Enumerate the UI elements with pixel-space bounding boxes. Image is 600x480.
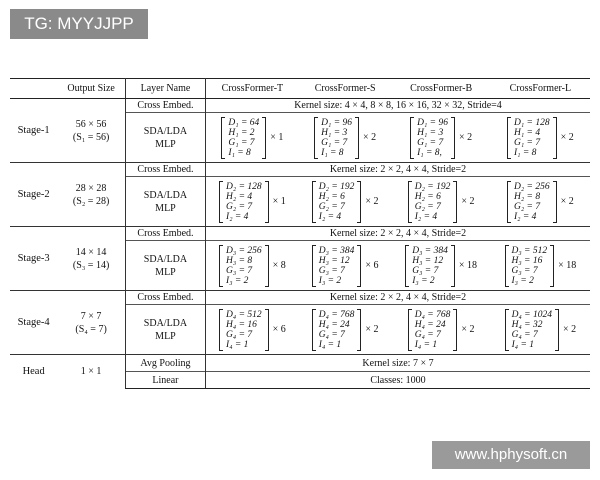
matrix-entry: H₁ = 2 — [228, 127, 255, 138]
config-matrix — [408, 309, 475, 351]
linear-layer-name: Linear — [125, 372, 205, 389]
config-cell — [491, 113, 590, 163]
matrix-entry: D₃ = 512 — [511, 245, 548, 256]
matrix-bracket — [507, 181, 557, 223]
matrix-entry: I₃ = 2 — [511, 275, 534, 286]
matrix-bracket — [410, 117, 455, 159]
embed-layer-name: Cross Embed. — [125, 163, 205, 177]
matrix-entry: I₁ = 8 — [514, 147, 537, 158]
config-matrix — [221, 117, 283, 159]
matrix-entry: D₂ = 128 — [226, 181, 262, 192]
output-size-value: 1 × 1 — [57, 355, 125, 389]
matrix-entry: D₃ = 384 — [412, 245, 448, 256]
matrix-entry: G₂ = 7 — [318, 201, 345, 212]
matrix-entry: H₃ = 12 — [412, 255, 444, 266]
block-layer-attn: SDA/LDA — [143, 317, 188, 329]
matrix-entry: H₂ = 8 — [514, 191, 541, 202]
matrix-bracket — [312, 309, 362, 351]
output-size-s: (S₄ = 7) — [75, 323, 107, 335]
config-matrix — [410, 117, 472, 159]
stage-name: Stage-1 — [17, 125, 50, 136]
matrix-bracket — [314, 117, 359, 159]
matrix-entry: G₁ = 7 — [514, 137, 541, 148]
embed-description: Kernel size: 2 × 2, 4 × 4, Stride=2 — [206, 227, 591, 241]
block-multiplier: × 18 — [558, 260, 577, 271]
output-size-value: 14 × 14 — [75, 246, 107, 258]
output-size-value: 7 × 7 — [80, 310, 102, 322]
config-cell — [206, 305, 299, 355]
matrix-entry: I₂ = 4 — [226, 211, 249, 222]
output-size-s: (S₂ = 28) — [72, 195, 110, 207]
block-layer-attn: SDA/LDA — [143, 189, 188, 201]
block-multiplier: × 2 — [562, 324, 577, 335]
matrix-entry: I₃ = 2 — [318, 275, 342, 286]
embed-description: Kernel size: 4 × 4, 8 × 8, 16 × 16, 32 × 32, Stride=4 — [206, 99, 591, 113]
output-size-s: (S₁ = 56) — [72, 131, 110, 143]
stage-name: Head — [10, 355, 57, 389]
matrix-entry: G₂ = 7 — [514, 201, 541, 212]
matrix-bracket — [221, 117, 266, 159]
table-row — [10, 163, 590, 177]
matrix-bracket — [505, 245, 555, 287]
config-matrix — [405, 245, 477, 287]
table-row — [10, 99, 590, 113]
config-matrix — [314, 117, 376, 159]
config-matrix — [507, 181, 574, 223]
block-layer-name — [125, 241, 205, 291]
matrix-entry: G₄ = 7 — [511, 329, 538, 340]
block-layer-name — [125, 177, 205, 227]
config-cell — [392, 305, 491, 355]
pool-description: Kernel size: 7 × 7 — [206, 355, 591, 372]
matrix-bracket — [507, 117, 557, 159]
matrix-entry: H₃ = 16 — [511, 255, 543, 266]
table-row — [10, 291, 590, 305]
output-size — [57, 99, 125, 163]
pool-layer-name: Avg Pooling — [125, 355, 205, 372]
matrix-entry: H₁ = 4 — [514, 127, 541, 138]
matrix-entry: H₁ = 3 — [417, 127, 444, 138]
watermark-bottom: www.hphysoft.cn — [432, 441, 590, 469]
config-cell — [392, 177, 491, 227]
matrix-entry: H₁ = 3 — [321, 127, 348, 138]
block-multiplier: × 2 — [365, 196, 379, 207]
block-multiplier: × 6 — [365, 260, 379, 271]
header-crossformer-t: CrossFormer-T — [206, 79, 299, 99]
embed-description: Kernel size: 2 × 2, 4 × 4, Stride=2 — [206, 163, 591, 177]
block-multiplier: × 6 — [272, 324, 286, 335]
matrix-bracket — [312, 245, 362, 287]
block-multiplier: × 2 — [461, 196, 475, 207]
block-multiplier: × 2 — [363, 132, 377, 143]
matrix-entry: D₂ = 256 — [514, 181, 550, 192]
table-row — [10, 355, 590, 372]
block-multiplier: × 2 — [458, 132, 473, 143]
output-size-value: 28 × 28 — [75, 182, 107, 194]
output-size-value: 56 × 56 — [75, 118, 107, 130]
config-cell — [299, 177, 392, 227]
watermark-top: TG: MYYJJPP — [10, 9, 148, 39]
block-layer-mlp: MLP — [155, 330, 176, 342]
block-layer-mlp: MLP — [155, 266, 176, 278]
config-cell — [299, 305, 392, 355]
matrix-entry: G₁ = 7 — [321, 137, 348, 148]
matrix-entry: D₄ = 512 — [226, 309, 262, 320]
config-cell — [299, 113, 392, 163]
config-matrix — [505, 245, 577, 287]
config-matrix — [219, 181, 286, 223]
config-cell — [206, 113, 299, 163]
header-crossformer-l: CrossFormer-L — [491, 79, 590, 99]
matrix-entry: D₁ = 64 — [228, 117, 260, 128]
output-size — [57, 227, 125, 291]
table-header-row — [10, 79, 590, 99]
block-layer-name — [125, 305, 205, 355]
header-crossformer-b: CrossFormer-B — [392, 79, 491, 99]
matrix-entry: I₃ = 2 — [412, 275, 435, 286]
matrix-entry: H₄ = 32 — [511, 319, 543, 330]
matrix-entry: D₂ = 192 — [414, 181, 451, 192]
architecture-table — [10, 78, 590, 389]
block-multiplier: × 2 — [461, 324, 475, 335]
block-layer-name — [125, 113, 205, 163]
matrix-entry: I₄ = 1 — [511, 339, 535, 350]
config-matrix — [408, 181, 475, 223]
matrix-entry: H₂ = 6 — [318, 191, 345, 202]
output-size-s: (S₃ = 14) — [72, 259, 110, 271]
block-multiplier: × 1 — [272, 196, 286, 207]
header-stage — [10, 79, 57, 99]
block-layer-mlp: MLP — [155, 202, 176, 214]
block-multiplier: × 8 — [272, 260, 286, 271]
matrix-entry: H₃ = 8 — [226, 255, 253, 266]
config-cell — [392, 241, 491, 291]
matrix-entry: G₄ = 7 — [318, 329, 345, 340]
matrix-entry: I₁ = 8, — [417, 147, 442, 158]
stage-name: Stage-4 — [10, 291, 57, 355]
output-size — [57, 163, 125, 227]
block-layer-attn: SDA/LDA — [143, 125, 188, 137]
output-size — [57, 291, 125, 355]
config-matrix — [505, 309, 576, 351]
matrix-entry: H₄ = 24 — [318, 319, 350, 330]
matrix-entry: D₄ = 768 — [414, 309, 451, 320]
matrix-entry: G₃ = 7 — [412, 265, 439, 276]
matrix-entry: I₁ = 8 — [321, 147, 344, 158]
matrix-entry: D₁ = 96 — [321, 117, 352, 128]
matrix-entry: H₄ = 24 — [414, 319, 446, 330]
header-layer-name: Layer Name — [125, 79, 205, 99]
matrix-entry: I₂ = 4 — [414, 211, 438, 222]
embed-description: Kernel size: 2 × 2, 4 × 4, Stride=2 — [206, 291, 591, 305]
matrix-bracket — [219, 181, 269, 223]
block-multiplier: × 2 — [365, 324, 379, 335]
config-matrix — [312, 181, 379, 223]
matrix-entry: H₄ = 16 — [226, 319, 257, 330]
config-matrix — [312, 245, 379, 287]
table-row — [10, 227, 590, 241]
matrix-entry: I₄ = 1 — [226, 339, 249, 350]
matrix-entry: D₃ = 384 — [318, 245, 355, 256]
embed-layer-name: Cross Embed. — [125, 99, 205, 113]
matrix-entry: G₂ = 7 — [414, 201, 441, 212]
matrix-entry: H₂ = 4 — [226, 191, 253, 202]
matrix-entry: G₄ = 7 — [414, 329, 441, 340]
config-cell — [206, 177, 299, 227]
block-multiplier: × 2 — [560, 196, 574, 207]
header-crossformer-s: CrossFormer-S — [299, 79, 392, 99]
matrix-entry: G₃ = 7 — [226, 265, 253, 276]
block-layer-mlp: MLP — [155, 138, 176, 150]
block-multiplier: × 1 — [270, 132, 284, 143]
matrix-entry: G₁ = 7 — [417, 137, 444, 148]
matrix-entry: H₃ = 12 — [318, 255, 350, 266]
stage-name: Stage-3 — [10, 227, 57, 291]
matrix-entry: I₄ = 1 — [414, 339, 438, 350]
matrix-bracket — [219, 309, 269, 351]
block-multiplier: × 18 — [458, 260, 477, 271]
matrix-entry: G₂ = 7 — [226, 201, 253, 212]
matrix-bracket — [408, 181, 458, 223]
config-cell — [491, 241, 590, 291]
config-matrix — [507, 117, 574, 159]
matrix-entry: D₁ = 128 — [514, 117, 550, 128]
matrix-entry: I₄ = 1 — [318, 339, 342, 350]
embed-layer-name: Cross Embed. — [125, 227, 205, 241]
block-multiplier: × 2 — [560, 132, 574, 143]
config-matrix — [219, 245, 286, 287]
matrix-bracket — [505, 309, 559, 351]
config-matrix — [219, 309, 286, 351]
matrix-entry: G₄ = 7 — [226, 329, 253, 340]
matrix-entry: G₁ = 7 — [228, 137, 255, 148]
matrix-entry: D₂ = 192 — [318, 181, 355, 192]
config-cell — [299, 241, 392, 291]
config-cell — [491, 305, 590, 355]
config-cell — [206, 241, 299, 291]
matrix-entry: G₃ = 7 — [318, 265, 345, 276]
matrix-entry: D₄ = 768 — [318, 309, 355, 320]
linear-description: Classes: 1000 — [206, 372, 591, 389]
matrix-entry: D₄ = 1024 — [511, 309, 552, 320]
matrix-entry: D₁ = 96 — [417, 117, 448, 128]
config-cell — [491, 177, 590, 227]
matrix-bracket — [219, 245, 269, 287]
header-output-size: Output Size — [57, 79, 125, 99]
matrix-entry: I₂ = 4 — [318, 211, 342, 222]
block-layer-attn: SDA/LDA — [143, 253, 188, 265]
matrix-entry: G₃ = 7 — [511, 265, 538, 276]
matrix-bracket — [312, 181, 362, 223]
matrix-entry: I₃ = 2 — [226, 275, 249, 286]
config-matrix — [312, 309, 379, 351]
matrix-entry: H₂ = 6 — [414, 191, 441, 202]
matrix-bracket — [408, 309, 458, 351]
matrix-entry: D₃ = 256 — [226, 245, 262, 256]
embed-layer-name: Cross Embed. — [125, 291, 205, 305]
matrix-bracket — [405, 245, 455, 287]
matrix-entry: I₁ = 8 — [228, 147, 251, 158]
config-cell — [392, 113, 491, 163]
matrix-entry: I₂ = 4 — [514, 211, 537, 222]
stage-name: Stage-2 — [10, 163, 57, 227]
